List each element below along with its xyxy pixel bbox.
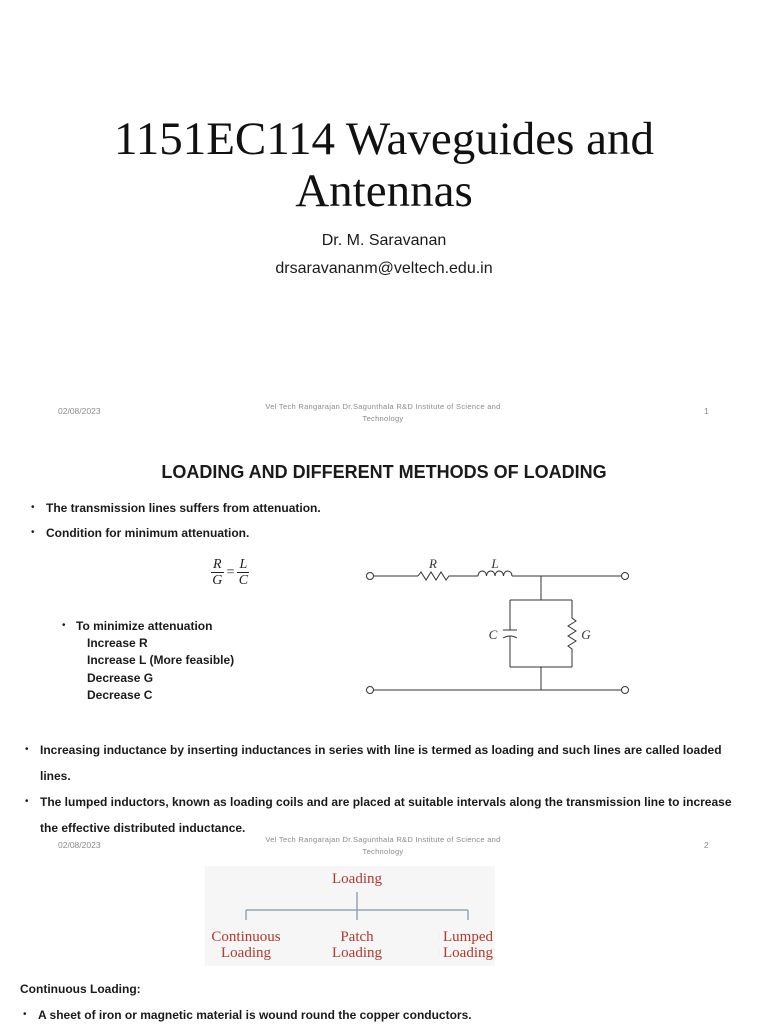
step-decrease-g: Decrease G <box>87 670 154 685</box>
footer-date: 02/08/2023 <box>58 406 101 416</box>
formula-lhs-fraction <box>211 557 224 588</box>
course-title-line-1: 1151EC114 Waveguides and <box>113 113 655 165</box>
text-line: Increasing inductance by inserting inductances in series with line is termed as loading and such lines are called loaded <box>40 743 722 757</box>
patch-loading-label-line-1: Patch <box>340 929 374 945</box>
text-line: the effective distributed inductance. <box>40 821 246 835</box>
footer-institute-line-2: Technology <box>362 414 404 423</box>
sub-bullet-minimize-attenuation: To minimize attenuation <box>76 619 213 633</box>
bullet-marker: • <box>25 744 29 755</box>
step-increase-r: Increase R <box>87 636 148 650</box>
minimum-attenuation-formula <box>211 557 249 588</box>
output-bottom-terminal <box>622 687 629 694</box>
patch-loading-label-line-2: Loading <box>332 945 382 961</box>
continuous-loading-label-line-2: Loading <box>221 945 271 961</box>
lumped-loading-label-line-2: Loading <box>443 945 493 961</box>
section-heading-continuous-loading: Continuous Loading: <box>20 982 141 996</box>
formula-rhs-numerator: L <box>239 557 248 572</box>
formula-equals-sign: = <box>226 564 235 580</box>
author-name: Dr. M. Saravanan <box>321 232 447 249</box>
step-increase-l: Increase L (More feasible) <box>87 653 235 668</box>
resistor-label: R <box>429 556 437 571</box>
bullet-loading-definition <box>40 737 722 789</box>
formula-lhs-numerator: R <box>213 557 222 572</box>
course-title-line-2: Antennas <box>295 165 473 217</box>
bullet-marker: • <box>31 502 35 513</box>
input-top-terminal <box>367 573 374 580</box>
series-resistor-symbol <box>418 572 452 580</box>
formula-rhs-denominator: C <box>238 573 249 588</box>
bullet-marker: • <box>25 796 29 807</box>
bullet-marker: • <box>23 1009 27 1020</box>
footer-date: 02/08/2023 <box>58 840 101 850</box>
formula-rhs-fraction <box>237 557 249 588</box>
bullet-attenuation: The transmission lines suffers from attenuation. <box>46 501 321 515</box>
capacitor-label: C <box>488 627 498 642</box>
tree-root-label: Loading <box>332 871 382 887</box>
footer-page-number: 2 <box>704 840 709 850</box>
bullet-marker: • <box>31 527 35 538</box>
inductor-label: L <box>491 556 499 571</box>
transmission-line-equivalent-circuit <box>360 550 640 700</box>
footer-institute <box>233 401 533 425</box>
minimize-attenuation-steps <box>87 635 234 704</box>
loading-methods-tree-diagram <box>205 866 495 966</box>
footer-institute-line-2: Technology <box>362 847 404 856</box>
footer-institute <box>233 834 533 858</box>
slide-2-loading-methods <box>0 432 768 864</box>
output-top-terminal <box>622 573 629 580</box>
input-bottom-terminal <box>367 687 374 694</box>
slide-1-title-slide <box>0 0 768 432</box>
series-inductor-symbol <box>478 571 512 576</box>
slide-3-loading-types <box>0 864 768 1024</box>
footer-institute-line-1: Vel Tech Rangarajan Dr.Sagunthala R&D Institute of Science and <box>265 835 501 844</box>
author-email: drsaravananm@veltech.edu.in <box>275 260 493 277</box>
lumped-loading-label-line-1: Lumped <box>443 929 493 945</box>
text-line: The lumped inductors, known as loading coils and are placed at suitable intervals along the transmission line to increase <box>40 795 732 809</box>
course-title <box>0 113 768 217</box>
bullet-iron-sheet: A sheet of iron or magnetic material is wound round the copper conductors. <box>38 1008 472 1022</box>
step-decrease-c: Decrease C <box>87 687 153 702</box>
conductance-label: G <box>581 627 591 642</box>
text-line: lines. <box>40 769 71 783</box>
bullet-minimum-attenuation-condition: Condition for minimum attenuation. <box>46 526 250 540</box>
footer-institute-line-1: Vel Tech Rangarajan Dr.Sagunthala R&D Institute of Science and <box>265 402 501 411</box>
sub-bullet-marker: • <box>62 620 66 631</box>
slide-title: LOADING AND DIFFERENT METHODS OF LOADING <box>161 462 607 482</box>
formula-lhs-denominator: G <box>212 573 223 588</box>
shunt-conductance-symbol <box>568 600 576 667</box>
footer-page-number: 1 <box>704 406 709 416</box>
continuous-loading-label-line-1: Continuous <box>211 929 281 945</box>
